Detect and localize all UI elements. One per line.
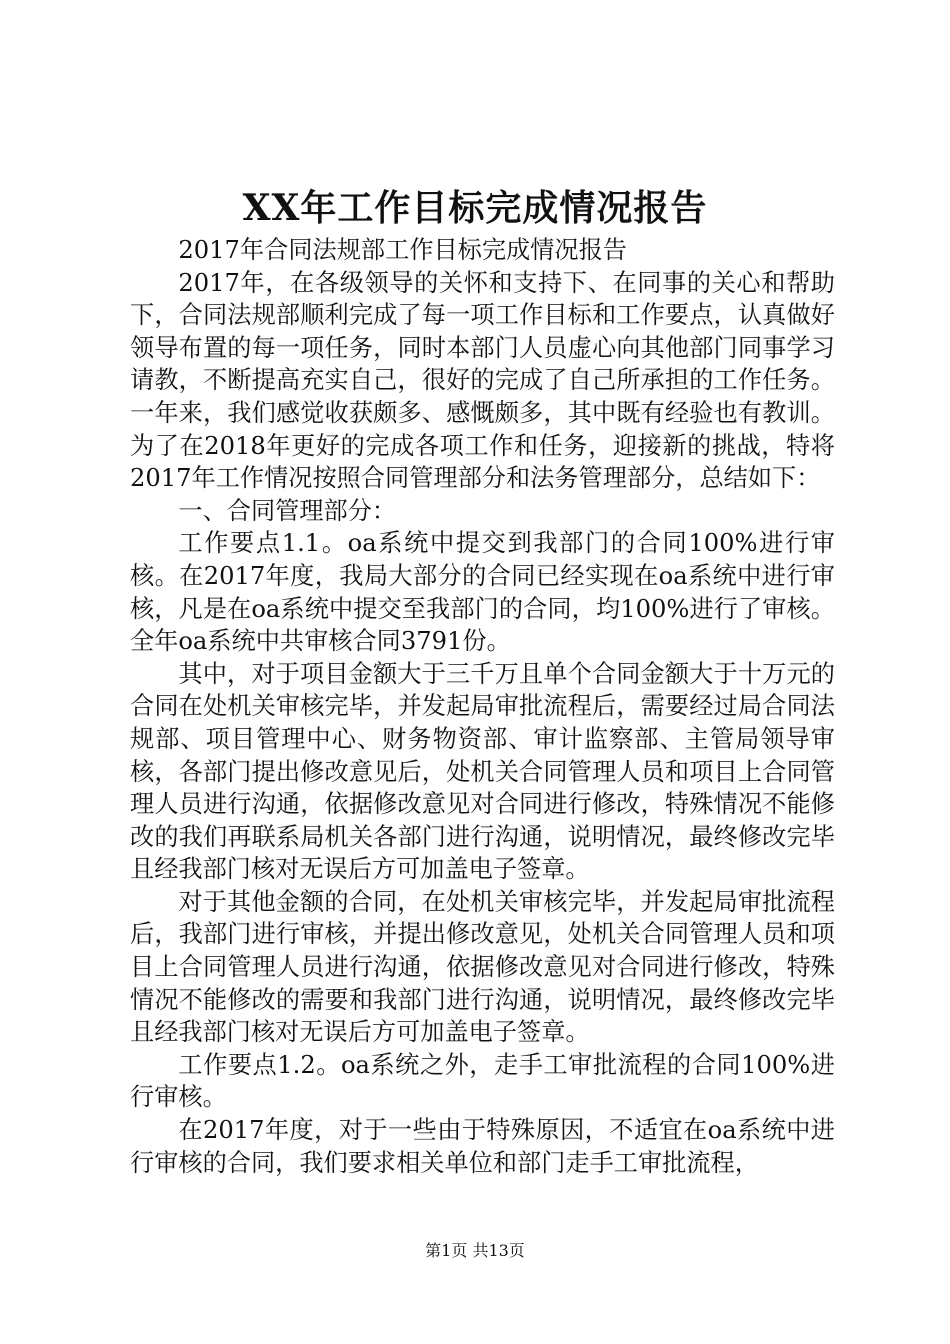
paragraph-work-point-1-2: 工作要点1.2。oa系统之外，走手工审批流程的合同100%进行审核。 — [130, 1050, 835, 1112]
paragraph-other-contracts: 对于其他金额的合同，在处机关审核完毕，并发起局审批流程后，我部门进行审核，并提出修改意见，处机关合同管理人员和项目上合同管理人员进行沟通，依据修改意见对合同进行修改，特殊情况不能修改的需要和我部门进行沟通，说明情况，最终修改完毕且经我部门核对无误后方可加盖电子签章。 — [130, 887, 835, 1047]
paragraph-intro: 2017年，在各级领导的关怀和支持下、在同事的关心和帮助下，合同法规部顺利完成了每一项工作目标和工作要点，认真做好领导布置的每一项任务，同时本部门人员虚心向其他部门同事学习请教，不断提高充实自己，很好的完成了自己所承担的工作任务。一年来，我们感觉收获颇多、感慨颇多，其中既有经验也有教训。为了在2018年更好的完成各项工作和任务，迎接新的挑战，特将2017年工作情况按照合同管理部分和法务管理部分，总结如下： — [130, 268, 835, 493]
paragraph-subtitle: 2017年合同法规部工作目标完成情况报告 — [178, 236, 627, 264]
paragraph-large-contracts: 其中，对于项目金额大于三千万且单个合同金额大于十万元的合同在处机关审核完毕，并发起局审批流程后，需要经过局合同法规部、项目管理中心、财务物资部、审计监察部、主管局领导审核，各部门提出修改意见后，处机关合同管理人员和项目上合同管理人员进行沟通，依据修改意见对合同进行修改，特殊情况不能修改的我们再联系局机关各部门进行沟通，说明情况，最终修改完毕且经我部门核对无误后方可加盖电子签章。 — [130, 659, 835, 884]
document-body — [130, 234, 835, 1179]
section-heading: 一、合同管理部分： — [178, 496, 397, 525]
document-title: XX年工作目标完成情况报告 — [242, 187, 708, 229]
page-footer: 第1页 共13页 — [425, 1241, 525, 1260]
paragraph-work-point-1-1: 工作要点1.1。oa系统中提交到我部门的合同100%进行审核。在2017年度，我局大部分的合同已经实现在oa系统中进行审核，凡是在oa系统中提交至我部门的合同，均100%进行了审核。全年oa系统中共审核合同3791份。 — [130, 529, 835, 656]
paragraph-manual-review: 在2017年度，对于一些由于特殊原因，不适宜在oa系统中进行审核的合同，我们要求相关单位和部门走手工审批流程， — [130, 1116, 835, 1177]
